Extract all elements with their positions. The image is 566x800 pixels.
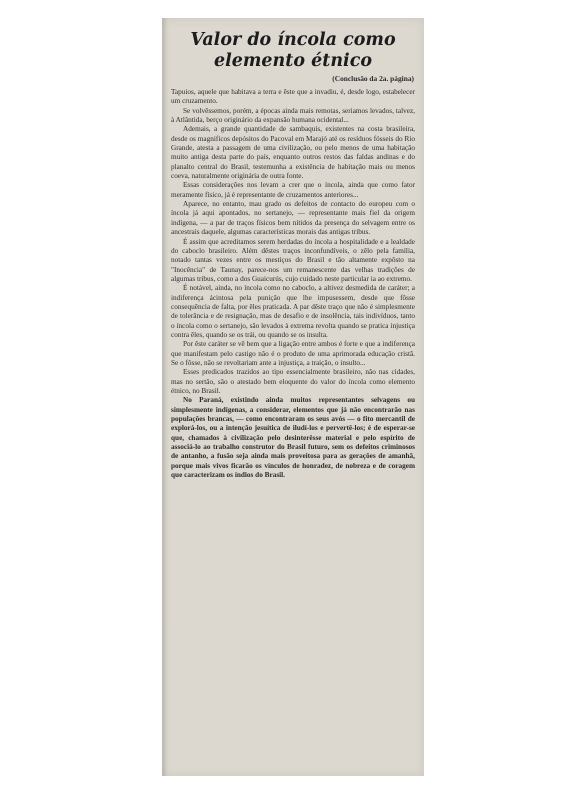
paragraph-1: Tapuios, aquele que habitava a terra e êste que a invadiu, é, desde logo, estabelecer um cruzamento. — [171, 88, 415, 106]
paragraph-7: É notável, ainda, no íncola como no caboclo, a altivez desmedida de caráter; a indiferença ácintosa pela punição que lhe impusessem, desde que fôsse consequência de falta, por êles praticada. A par dêste traço que não é simplesmente de tolerância e de resignação, mas de desafio e de insolência, tais indivíduos, tanto o íncola como o sertanejo, são levados à extrema revolta quando se pratica injustiça contra êles, quando se os trái, ou quando se os insulta. — [171, 284, 415, 339]
paragraph-9: Esses predicados trazidos ao tipo essencialmente brasileiro, não nas cidades, mas no sertão, são o atestado bem eloquente do valor do íncola como elemento étnico, no Brasil. — [171, 368, 415, 395]
paragraph-6: É assim que acreditamos serem herdadas do íncola a hospitalidade e a lealdade do caboclo brasileiro. Além dêstes traços inconfundíveis, o zêlo pela família, notado tantas vezes entre os mestiços do Brasil e tão altamente expôsto na "Inocência" de Taunay, parece-nos um remanescente das velhas tradições de algumas tribus, como a dos Guaicurús, cujo cuidado neste particular ia ao extremo. — [171, 237, 415, 283]
paragraph-8: Por êste caráter se vê bem que a ligação entre ambos é forte e que a indiferença que manifestam pelo castigo não é o produto de uma aprimorada educação cristã. Se o fôsse, não se revoltariam ante a injustiça, a traição, o insulto... — [171, 340, 415, 367]
article-headline — [166, 30, 420, 72]
paragraph-10: No Paraná, existindo ainda muitos representantes selvagens ou simplesmente indígenas, a considerar, elementos que já não encontrarão nas populações brancas, — como encontraram os seus avós — o fito mercantil de explorá-los, ou a intenção jesuítica de iludí-los e pervertê-los; é de esperar-se que, chamados à civilização pelo desinterêsse material e pelo espírito de associá-lo ao trabalho construtor do Brasil futuro, sem os defeitos criminosos de antanho, a fusão seja ainda mais proveitosa para as gerações de amanhã, porque mais vivos ficarão os vínculos de honradez, de nobreza e de coragem que caracterizam os índios do Brasil. — [171, 396, 415, 480]
paragraph-3: Ademais, a grande quantidade de sambaquis, existentes na costa brasileira, desde os magnificos depósitos do Pacoval em Marajó até os resíduos fósseis do Rio Grande, atesta a passagem de uma civilização, ou pelo menos de uma habitação muito antiga desta parte do país, enquanto outros restos das faldas andinas e do planalto central do Brasil, testemunha a existência de habitação mais ou menos coeva, naturalmente originária de outra fonte. — [171, 125, 415, 181]
paragraph-2: Se volvêssemos, porém, a épocas ainda mais remotas, seriamos levados, talvez, à Atlântida, berço originário da expansão humana ocidental... — [171, 106, 415, 125]
newspaper-clipping — [162, 18, 424, 776]
article-body — [162, 88, 424, 480]
paragraph-4: Essas considerações nos levam a crer que o íncola, ainda que como fator meramente físico, já é representante de cruzamentos anteriores... — [171, 181, 415, 199]
headline-line-2: elemento étnico — [213, 51, 373, 71]
headline-line-1: Valor do íncola como — [190, 30, 396, 50]
paragraph-5: Aparece, no entanto, mau grado os defeitos de contacto do europeu com o íncola já aqui apontados, no sertanejo, — representante mais fiel da origem indígena, — a par de traços físicos bem nítidos da presença do selvagem entre os ancestrais daquele, algumas características morais das antigas tribus. — [171, 200, 415, 237]
continuation-note: (Conclusão da 2a. página) — [332, 74, 414, 83]
